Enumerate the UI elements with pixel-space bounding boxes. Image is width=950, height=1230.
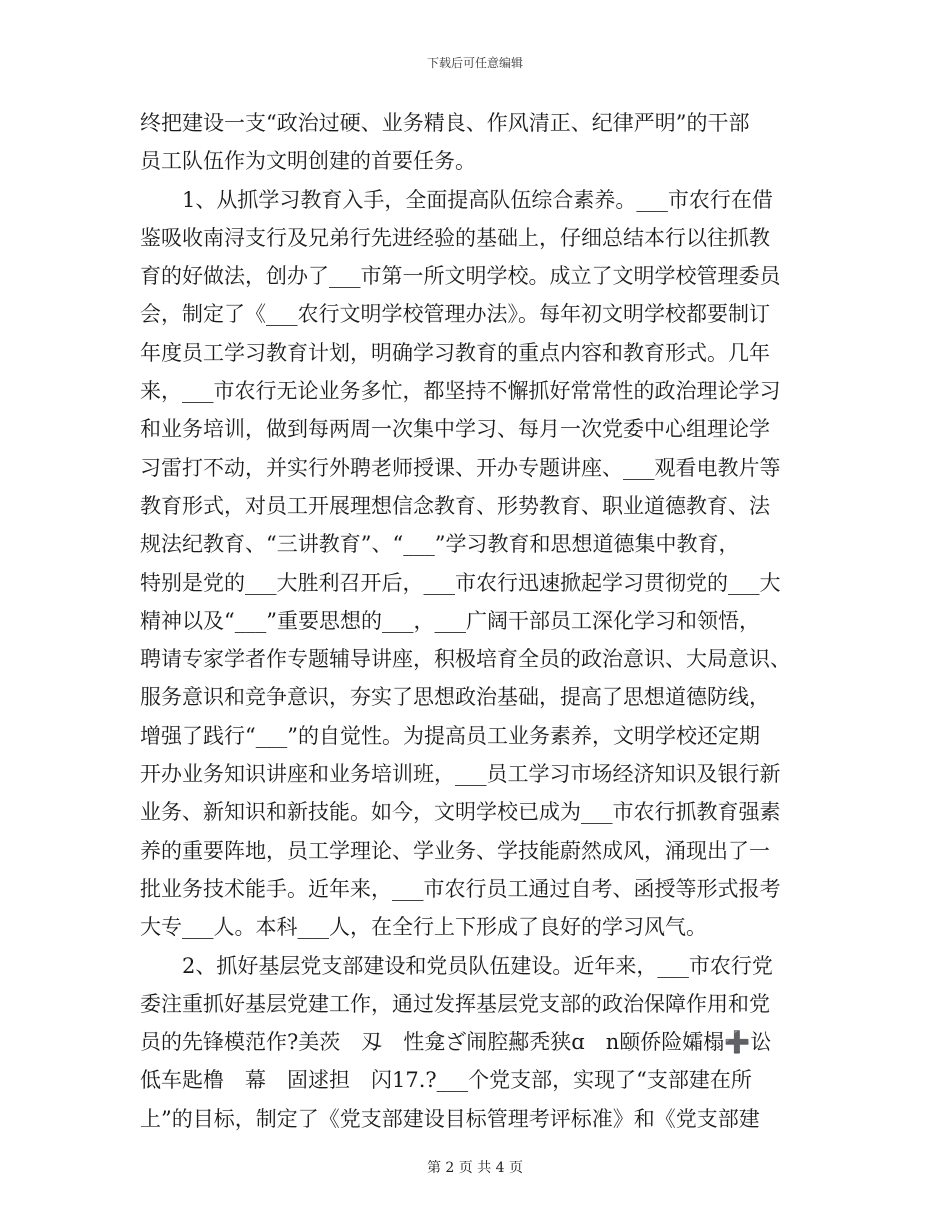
- text-line: 会，制定了《___农行文明学校管理办法》。每年初文明学校都要制订: [140, 302, 770, 327]
- text-line: 特别是党的___大胜利召开后，___市农行迅速掀起学习贯彻党的___大: [140, 570, 781, 595]
- text-line: 规法纪教育、“三讲教育”、“___”学习教育和思想道德集中教育，: [140, 532, 740, 557]
- text-line: 习雷打不动，并实行外聘老师授课、开办专题讲座、___观看电教片等: [140, 455, 781, 480]
- text-line: 增强了践行“___”的自觉性。为提高员工业务素养，文明学校还定期: [140, 723, 760, 748]
- text-line: 业务、新知识和新技能。如今，文明学校已成为___市农行抓教育强素: [140, 800, 781, 825]
- text-line: 开办业务知识讲座和业务培训班，___员工学习市场经济知识及银行新: [140, 762, 781, 787]
- text-line: 教育形式，对员工开展理想信念教育、形势教育、职业道德教育、法: [140, 493, 770, 518]
- text-line: 和业务培训，做到每两周一次集中学习、每月一次党委中心组理论学: [140, 417, 770, 442]
- text-line: 委注重抓好基层党建工作，通过发挥基层党支部的政治保障作用和党: [140, 991, 770, 1016]
- text-line: 来，___市农行无论业务多忙，都坚持不懈抓好常常性的政治理论学习: [140, 379, 781, 404]
- page-header: 下载后可任意编辑: [426, 56, 523, 70]
- text-line: 年度员工学习教育计划，明确学习教育的重点内容和教育形式。几年: [140, 340, 770, 365]
- text-line: 精神以及“___”重要思想的___，___广阔干部员工深化学习和领悟，: [140, 608, 760, 633]
- text-line: 批业务技术能手。近年来，___市农行员工通过自考、函授等形式报考: [140, 876, 781, 901]
- text-line: 大专___人。本科___人，在全行上下形成了良好的学习风气。: [140, 915, 707, 940]
- text-line: 1、从抓学习教育入手，全面提高队伍综合素养。___市农行在借: [140, 187, 773, 212]
- page-footer: 第 2 页 共 4 页: [426, 1160, 524, 1176]
- text-line: 上”的目标，制定了《党支部建设目标管理考评标准》和《党支部建: [140, 1106, 760, 1131]
- text-line: 低车匙橹 幕 固逑担 闪17.?___个党支部，实现了“支部建在所: [140, 1068, 752, 1093]
- text-line: 员的先锋模范作?美茨 刄 性龛ざ闹腔酀秃狭ɑ n颐侨险孀榻➕讼: [140, 1030, 772, 1055]
- text-line: 2、抓好基层党支部建设和党员队伍建设。近年来，___市农行党: [140, 953, 773, 978]
- document-body: [140, 104, 810, 1138]
- text-line: 员工队伍作为文明创建的首要任务。: [140, 149, 476, 174]
- text-line: 育的好做法，创办了___市第一所文明学校。成立了文明学校管理委员: [140, 264, 781, 289]
- text-line: 聘请专家学者作专题辅导讲座，积极培育全员的政治意识、大局意识、: [140, 647, 791, 672]
- text-line: 服务意识和竞争意识，夯实了思想政治基础，提高了思想道德防线，: [140, 685, 770, 710]
- text-line: 终把建设一支“政治过硬、业务精良、作风清正、纪律严明”的干部: [140, 111, 750, 135]
- text-line: 养的重要阵地，员工学理论、学业务、学技能蔚然成风，涌现出了一: [140, 838, 770, 863]
- text-line: 鉴吸收南浔支行及兄弟行先进经验的基础上，仔细总结本行以往抓教: [140, 225, 770, 250]
